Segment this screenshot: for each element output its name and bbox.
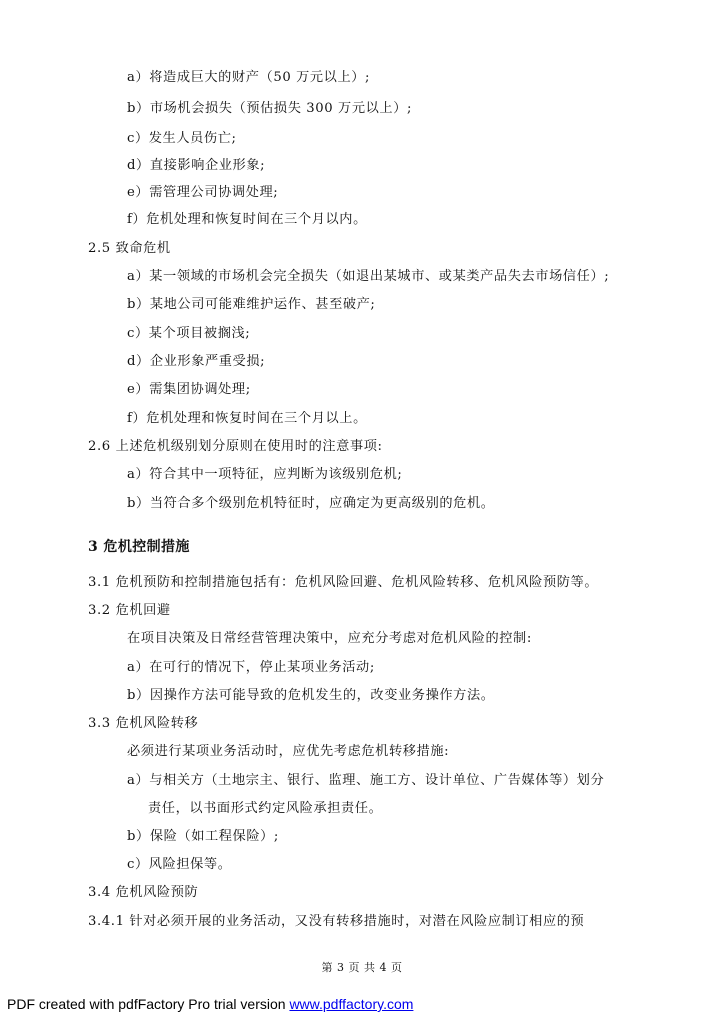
chapter-heading-3: 3 危机控制措施 — [88, 539, 190, 555]
section-heading-2-5: 2.5 致命危机 — [88, 241, 171, 256]
paragraph-intro: 在项目决策及日常经营管理决策中，应充分考虑对危机风险的控制: — [127, 631, 532, 646]
list-item: a）在可行的情况下，停止某项业务活动; — [127, 660, 375, 675]
section-heading-2-6: 2.6 上述危机级别划分原则在使用时的注意事项: — [88, 439, 383, 454]
pdf-watermark-banner — [7, 996, 413, 1012]
section-heading-3-2: 3.2 危机回避 — [88, 603, 171, 618]
list-item: f）危机处理和恢复时间在三个月以上。 — [127, 411, 367, 426]
list-item: b）当符合多个级别危机特征时，应确定为更高级别的危机。 — [127, 496, 495, 511]
page-number-footer: 第 3 页 共 4 页 — [321, 961, 403, 974]
list-item: e）需管理公司协调处理; — [127, 185, 279, 200]
list-item: d）企业形象严重受损; — [127, 354, 266, 369]
list-item: a）某一领域的市场机会完全损失（如退出某城市、或某类产品失去市场信任）; — [127, 269, 610, 284]
list-item-continuation: 责任，以书面形式约定风险承担责任。 — [148, 801, 383, 816]
list-item: a）与相关方（土地宗主、银行、监理、施工方、设计单位、广告媒体等）划分 — [127, 773, 605, 788]
section-heading-3-4: 3.4 危机风险预防 — [88, 885, 199, 900]
paragraph-intro: 必须进行某项业务活动时，应优先考虑危机转移措施: — [127, 744, 450, 759]
list-item: b）因操作方法可能导致的危机发生的，改变业务操作方法。 — [127, 688, 495, 703]
list-item: c）发生人员伤亡; — [127, 131, 237, 146]
paragraph-3-1: 3.1 危机预防和控制措施包括有：危机风险回避、危机风险转移、危机风险预防等。 — [88, 575, 599, 590]
list-item: d）直接影响企业形象; — [127, 158, 266, 173]
paragraph-3-4-1: 3.4.1 针对必须开展的业务活动，又没有转移措施时，对潜在风险应制订相应的预 — [88, 914, 585, 929]
pdf-banner-text: PDF created with pdfFactory Pro trial version — [7, 996, 290, 1012]
list-item: a）符合其中一项特征，应判断为该级别危机; — [127, 467, 403, 482]
list-item: b）市场机会损失（预估损失 300 万元以上）; — [127, 101, 413, 116]
pdffactory-link[interactable]: www.pdffactory.com — [289, 996, 414, 1012]
list-item: f）危机处理和恢复时间在三个月以内。 — [127, 212, 367, 227]
list-item: e）需集团协调处理; — [127, 382, 251, 397]
list-item: a）将造成巨大的财产（50 万元以上）; — [127, 70, 371, 85]
list-item: b）某地公司可能难维护运作、甚至破产; — [127, 297, 376, 312]
list-item: c）某个项目被搁浅; — [127, 326, 251, 341]
section-heading-3-3: 3.3 危机风险转移 — [88, 716, 199, 731]
list-item: b）保险（如工程保险）; — [127, 829, 279, 844]
list-item: c）风险担保等。 — [127, 857, 232, 872]
